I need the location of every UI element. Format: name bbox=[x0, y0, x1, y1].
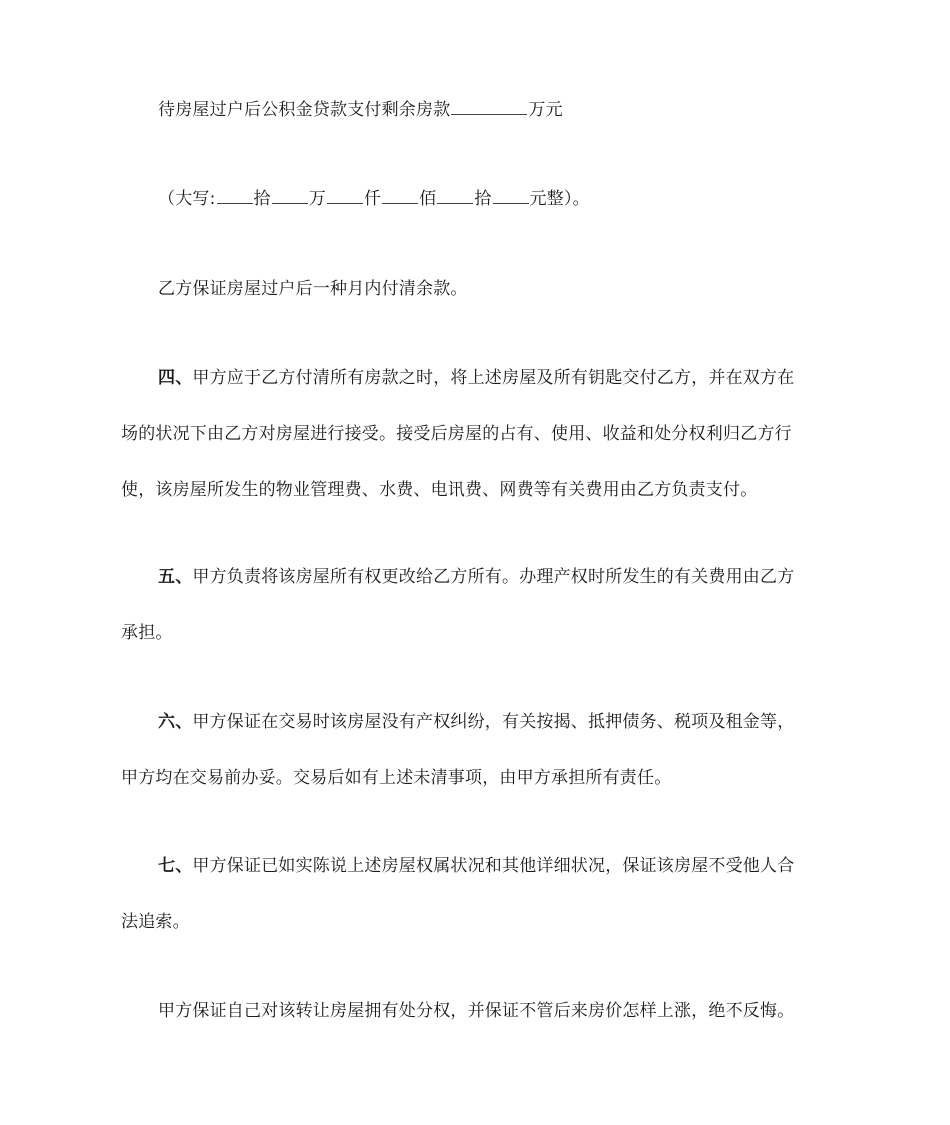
clause-6-text-1: 甲方保证在交易时该房屋没有产权纠纷，有关按揭、抵押债务、税项及租金等， bbox=[192, 712, 795, 732]
clause-7-text-1: 甲方保证已如实陈说上述房屋权属状况和其他详细状况，保证该房屋不受他人合 bbox=[192, 856, 795, 876]
clause-5-line-1 bbox=[121, 566, 870, 588]
clause-4-number: 四、 bbox=[158, 368, 193, 388]
clause-4-line-1 bbox=[121, 367, 870, 389]
clause-4-text-1: 甲方应于乙方付清所有房款之时，将上述房屋及所有钥匙交付乙方，并在双方在 bbox=[192, 368, 795, 388]
amount-words-close: 元整）。 bbox=[529, 189, 590, 209]
amount-blank bbox=[451, 100, 527, 115]
clause-6-line-2: 甲方均在交易前办妥。交易后如有上述未清事项，由甲方承担所有责任。 bbox=[121, 768, 672, 788]
blank-3 bbox=[327, 189, 363, 204]
unit-bai: 佰 bbox=[419, 189, 437, 209]
balance-guarantee-line: 乙方保证房屋过户后一种月内付清余款。 bbox=[158, 279, 468, 299]
blank-2 bbox=[272, 189, 308, 204]
clause-5-number: 五、 bbox=[158, 567, 193, 587]
clause-7-line-2: 法追索。 bbox=[121, 912, 190, 932]
amount-in-words-line bbox=[121, 188, 870, 210]
clause-5-line-2: 承担。 bbox=[121, 623, 173, 643]
clause-7-number: 七、 bbox=[158, 856, 193, 876]
blank-1 bbox=[217, 189, 253, 204]
clause-4-line-3: 使，该房屋所发生的物业管理费、水费、电讯费、网费等有关费用由乙方负责支付。 bbox=[121, 480, 758, 500]
clause-4-line-2: 场的状况下由乙方对房屋进行接受。接受后房屋的占有、使用、收益和处分权利归乙方行 bbox=[121, 424, 792, 444]
unit-wan: 万 bbox=[308, 189, 326, 209]
blank-6 bbox=[493, 189, 529, 204]
unit-qian: 仟 bbox=[363, 189, 382, 209]
clause-6-line-1 bbox=[121, 711, 870, 733]
amount-words-open: （大写: bbox=[158, 189, 216, 209]
blank-5 bbox=[437, 189, 473, 204]
unit-text: 万元 bbox=[528, 100, 563, 120]
unit-shi-2: 拾 bbox=[474, 189, 492, 209]
clause-7-line-1 bbox=[121, 855, 870, 877]
unit-shi-1: 拾 bbox=[253, 189, 271, 209]
clause-5-text-1: 甲方负责将该房屋所有权更改给乙方所有。办理产权时所发生的有关费用由乙方 bbox=[192, 567, 795, 587]
remaining-payment-line bbox=[121, 99, 870, 121]
no-regret-guarantee-line: 甲方保证自己对该转让房屋拥有处分权，并保证不管后来房价怎样上涨，绝不反悔。 bbox=[158, 1001, 795, 1021]
remaining-payment-text: 待房屋过户后公积金贷款支付剩余房款 bbox=[158, 100, 451, 120]
blank-4 bbox=[382, 189, 418, 204]
clause-6-number: 六、 bbox=[158, 712, 193, 732]
